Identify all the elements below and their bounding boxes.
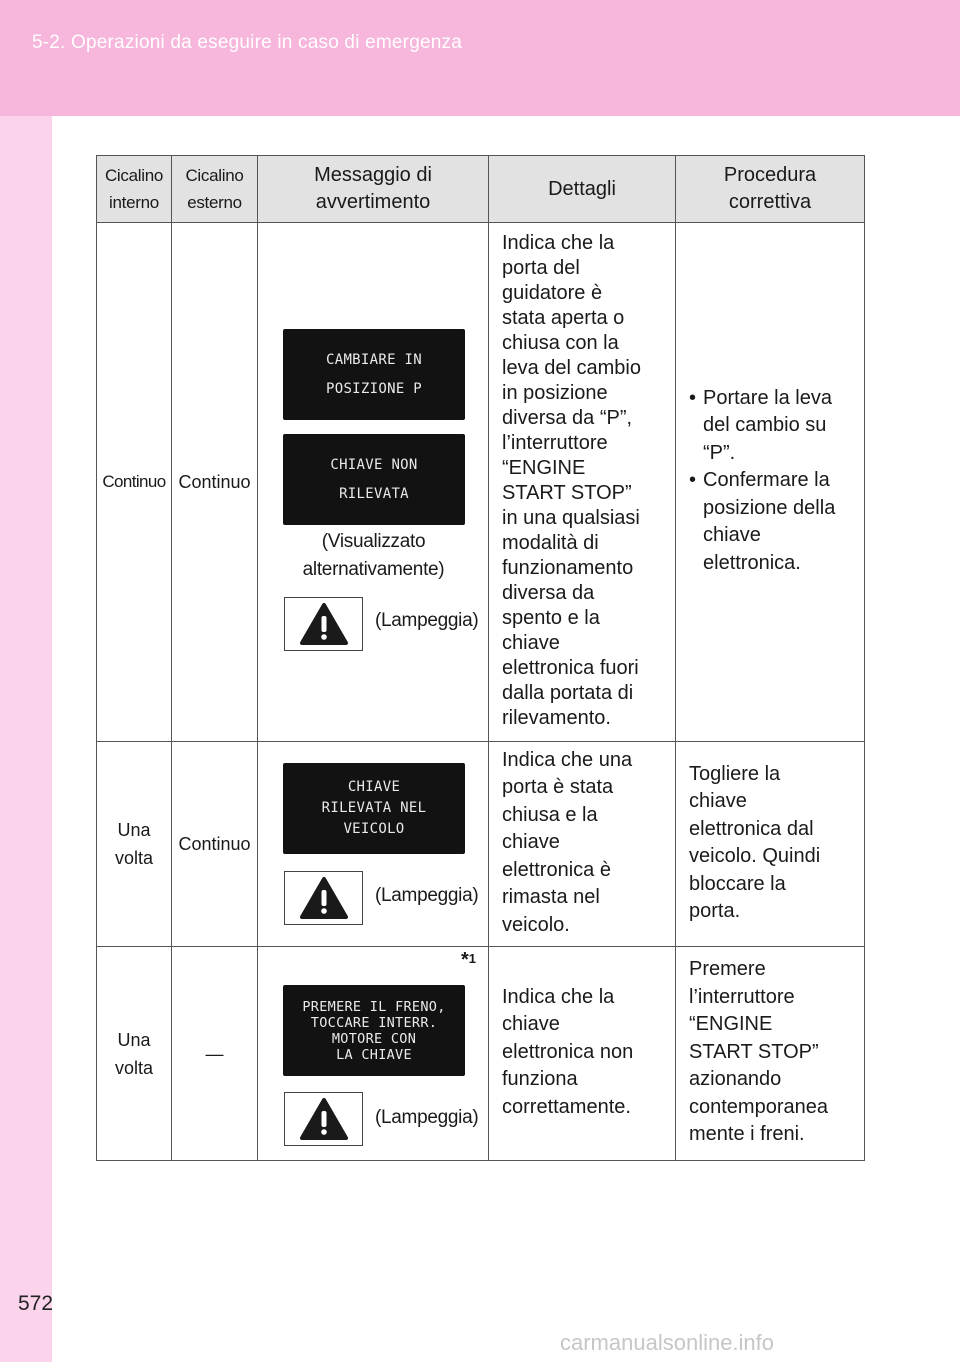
- page-number: 572: [18, 1292, 54, 1315]
- internal-buzzer-cell: Continuo: [97, 223, 172, 742]
- header-details: Dettagli: [489, 156, 676, 223]
- table-row: [97, 947, 865, 1161]
- external-buzzer-cell: Continuo: [172, 742, 258, 947]
- alternate-display-note: (Visualizzato alternativamente): [302, 531, 445, 580]
- header-external-buzzer: Cicalino esterno: [172, 156, 258, 223]
- internal-buzzer-cell: Una volta: [97, 947, 172, 1161]
- details-cell: Indica che la chiave elettronica non funziona correttamente.: [489, 947, 676, 1161]
- procedure-cell: Togliere la chiave elettronica dal veicolo. Quindi bloccare la porta.: [676, 742, 865, 947]
- display-screen: CHIAVE NON RILEVATA: [283, 434, 465, 525]
- warning-table: [96, 155, 865, 1161]
- table-header-row: [97, 156, 865, 223]
- flash-label: (Lampeggia): [375, 610, 479, 631]
- internal-buzzer-cell: Una volta: [97, 742, 172, 947]
- flash-label: (Lampeggia): [375, 1107, 479, 1128]
- section-title: 5-2. Operazioni da eseguire in caso di emergenza: [32, 32, 462, 53]
- external-buzzer-cell: —: [172, 947, 258, 1161]
- details-cell: Indica che una porta è stata chiusa e la chiave elettronica è rimasta nel veicolo.: [489, 742, 676, 947]
- exclamation-icon: [284, 871, 363, 925]
- exclamation-icon: [299, 876, 349, 920]
- header-procedure: Procedura correttiva: [676, 156, 865, 223]
- procedure-cell: [676, 223, 865, 742]
- display-screen: CAMBIARE IN POSIZIONE P: [283, 329, 465, 420]
- table-row: [97, 223, 865, 742]
- header-warning-message: Messaggio di avvertimento: [258, 156, 489, 223]
- side-color-strip: [0, 116, 52, 1362]
- procedure-cell: Premere l’interruttore “ENGINE START STOP” azionando contemporanea mente i freni.: [676, 947, 865, 1161]
- header-internal-buzzer: Cicalino interno: [97, 156, 172, 223]
- display-screen: PREMERE IL FRENO, TOCCARE INTERR. MOTORE CON LA CHIAVE: [283, 985, 465, 1076]
- exclamation-icon: [284, 597, 363, 651]
- warning-message-cell: [258, 947, 489, 1161]
- exclamation-icon: [299, 602, 349, 646]
- display-screen: CHIAVE RILEVATA NEL VEICOLO: [283, 763, 465, 854]
- details-cell: Indica che la porta del guidatore è stata aperta o chiusa con la leva del cambio in posizione diversa da “P”, l’interruttore “ENGINE START STOP” in una qualsiasi modalità di funzionamento diversa da spento e la chiave elettronica fuori dalla portata di rilevamento.: [489, 223, 676, 742]
- section-header-band: [0, 0, 960, 116]
- exclamation-icon: [284, 1092, 363, 1146]
- watermark: carmanualsonline.info: [560, 1330, 775, 1355]
- footnote-marker: *$^1$: [460, 949, 476, 971]
- warning-message-cell: [258, 223, 489, 742]
- procedure-bullet: • Portare la leva del cambio su “P”.: [689, 386, 832, 464]
- external-buzzer-cell: Continuo: [172, 223, 258, 742]
- table-row: [97, 742, 865, 947]
- flash-label: (Lampeggia): [375, 885, 479, 906]
- procedure-bullet: • Confermare la posizione della chiave elettronica.: [689, 469, 836, 574]
- warning-message-cell: [258, 742, 489, 947]
- exclamation-icon: [299, 1097, 349, 1141]
